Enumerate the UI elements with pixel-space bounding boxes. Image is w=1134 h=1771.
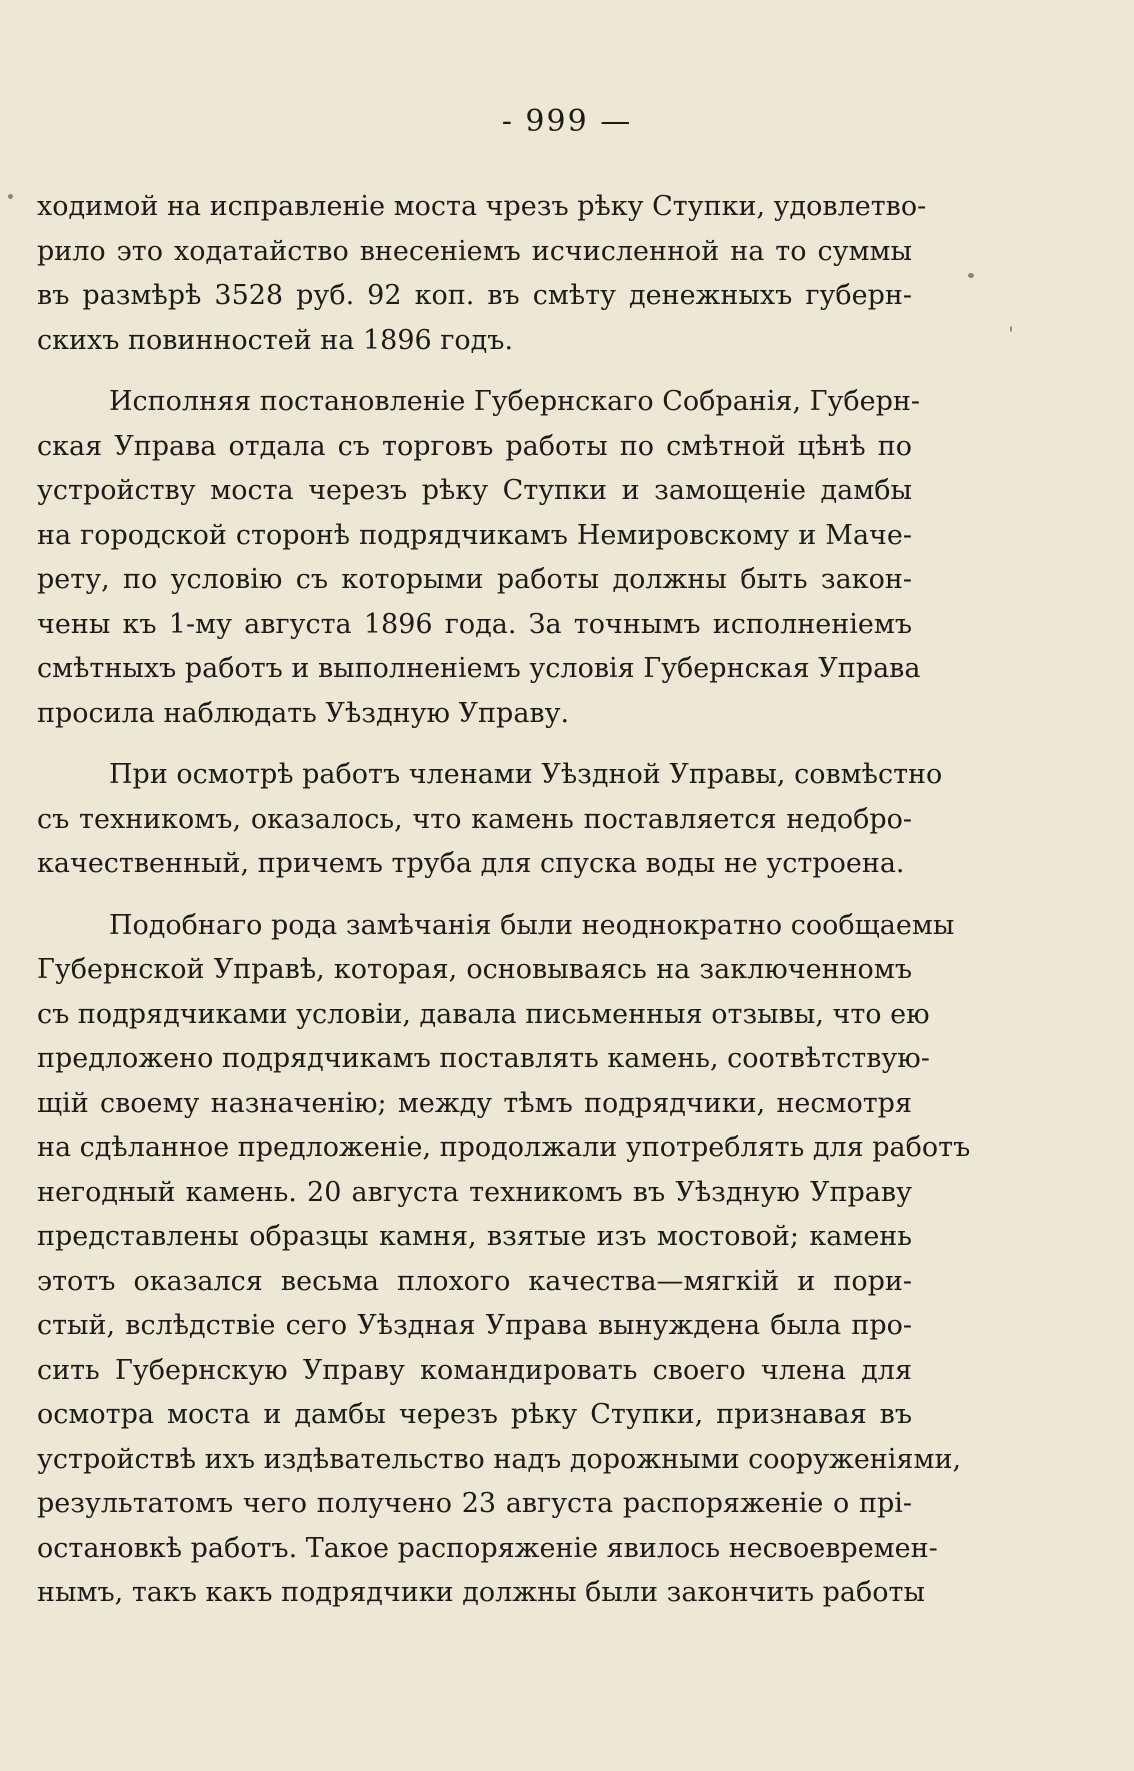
- paragraph-2: [37, 380, 921, 736]
- text-line: ходимой на исправленіе моста чрезъ рѣку Ступки, удовлетво-: [37, 191, 927, 222]
- text-line: качественный, причемъ труба для спуска воды не устроена.: [37, 848, 905, 879]
- text-line: на сдѣланное предложеніе, продолжали употреблять для работъ: [37, 1132, 971, 1163]
- text-line: результатомъ чего получено 23 августа распоряженіе о пpі-: [37, 1488, 912, 1519]
- text-line: съ техникомъ, оказалось, что камень поставляется недобро-: [37, 803, 912, 835]
- text-line: сить Губернскую Управу командировать своего члена для: [37, 1354, 912, 1386]
- paragraph-1: [37, 185, 927, 363]
- text-line: Губернской Управѣ, которая, основываясь на заключенномъ: [37, 954, 912, 985]
- text-line: нымъ, такъ какъ подрядчики должны были закончить работы: [37, 1577, 925, 1608]
- text-line: Исполняя постановленіе Губернскаго Собранія, Губерн-: [109, 386, 921, 417]
- text-column: [37, 185, 971, 1616]
- text-line: щій своему назначенію; между тѣмъ подрядчики, несмотря: [37, 1087, 912, 1119]
- paragraph-gap: [37, 363, 912, 380]
- paragraph-gap: [37, 736, 912, 753]
- scan-speck: [1010, 326, 1012, 332]
- text-line: Подобнаго рода замѣчанія были неоднократно сообщаемы: [109, 909, 955, 941]
- text-line: остановкѣ работъ. Такое распоряженіе явилось несвоевремен-: [37, 1532, 938, 1564]
- text-line: просила наблюдать Уѣздную Управу.: [37, 697, 570, 729]
- text-line: предложено подрядчикамъ поставлять камень, соотвѣтствую-: [37, 1043, 930, 1074]
- text-line: ская Управа отдала съ торговъ работы по смѣтной цѣнѣ по: [37, 430, 912, 462]
- text-line: рету, по условію съ которыми работы должны быть закон-: [37, 564, 912, 595]
- text-line: представлены образцы камня, взятые изъ мостовой; камень: [37, 1221, 912, 1252]
- text-line: смѣтныхъ работъ и выполненіемъ условія Губернская Управа: [37, 653, 921, 684]
- text-line: съ подрядчиками условіи, давала письменныя отзывы, что ею: [37, 998, 930, 1030]
- scan-speck: [8, 194, 13, 199]
- text-line: рило это ходатайство внесеніемъ исчисленной на то суммы: [37, 235, 912, 267]
- text-line: устройствѣ ихъ издѣвательство надъ дорожными сооруженіями,: [37, 1443, 962, 1475]
- text-line: осмотра моста и дамбы черезъ рѣку Ступки, признавая въ: [37, 1399, 912, 1430]
- page-number: - 999 —: [501, 104, 633, 139]
- text-line: негодный камень. 20 августа техникомъ въ Уѣздную Управу: [37, 1176, 912, 1208]
- text-line: скихъ повинностей на 1896 годъ.: [37, 324, 514, 356]
- scan-speck: [968, 273, 974, 278]
- text-line: на городской сторонѣ подрядчикамъ Немировскому и Маче-: [37, 519, 912, 551]
- paragraph-3: [37, 753, 943, 887]
- text-line: чены къ 1-му августа 1896 года. За точнымъ исполненіемъ: [37, 608, 912, 640]
- text-line: устройству моста черезъ рѣку Ступки и замощеніе дамбы: [37, 475, 912, 506]
- text-line: стый, вслѣдствіе сего Уѣздная Управа вынуждена была про-: [37, 1310, 912, 1341]
- text-line: въ размѣрѣ 3528 руб. 92 коп. въ смѣту денежныхъ губерн-: [37, 280, 912, 311]
- text-line: При осмотрѣ работъ членами Уѣздной Управы, совмѣстно: [109, 759, 943, 790]
- paragraph-gap: [37, 887, 912, 904]
- text-line: этотъ оказался весьма плохого качества—мягкій и пори-: [37, 1265, 912, 1297]
- paragraph-4: [37, 904, 971, 1616]
